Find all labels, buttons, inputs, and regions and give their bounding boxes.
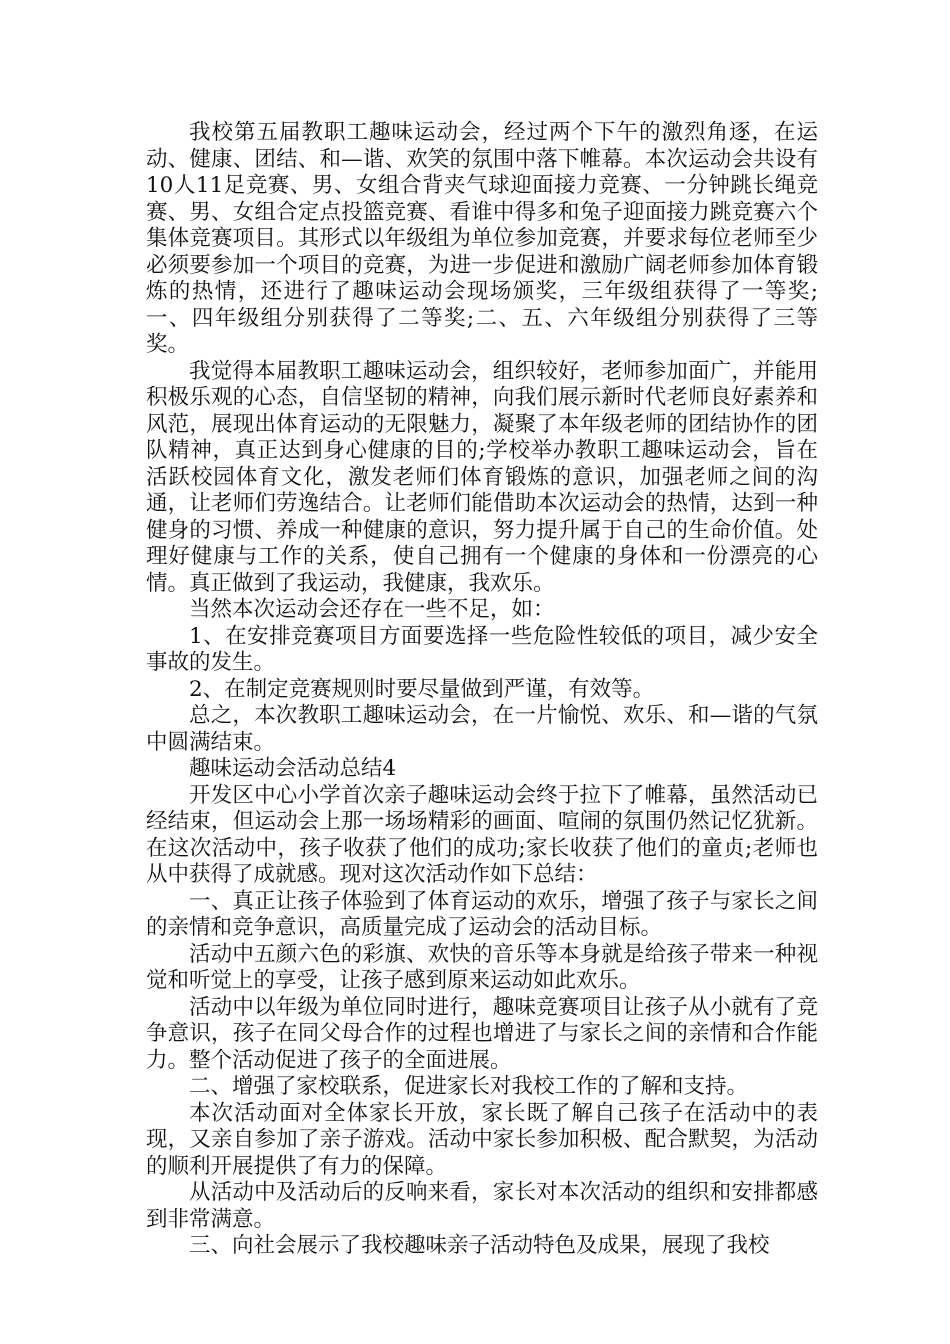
paragraph-shortcoming-2: 2、在制定竞赛规则时要尽量做到严谨，有效等。 — [189, 676, 655, 702]
paragraph-point-2-detail-a: 本次活动面对全体家长开放，家长既了解自己孩子在活动中的表现，又亲自参加了亲子游戏。活动中家长参加积极、配合默契，为活动的顺利开展提供了有力的保障。 — [146, 1100, 818, 1179]
paragraph-point-1-detail-a: 活动中五颜六色的彩旗、欢快的音乐等本身就是给孩子带来一种视觉和听觉上的享受，让孩子感到原来运动如此欢乐。 — [146, 941, 818, 993]
paragraph-section-intro: 开发区中心小学首次亲子趣味运动会终于拉下了帷幕，虽然活动已经结束，但运动会上那一场场精彩的画面、喧闹的氛围仍然记忆犹新。在这次活动中，孩子收获了他们的成功;家长收获了他们的童贞;老师也从中获得了成就感。现对这次活动作如下总结： — [146, 782, 818, 887]
paragraph-shortcoming-1: 1、在安排竞赛项目方面要选择一些危险性较低的项目，减少安全事故的发生。 — [146, 623, 818, 675]
paragraph-point-3: 三、向社会展示了我校趣味亲子活动特色及成果，展现了我校 — [189, 1233, 770, 1258]
document-body — [146, 120, 818, 1260]
paragraph-games-overview: 我校第五届教职工趣味运动会，经过两个下午的激烈角逐，在运动、健康、团结、和—谐、欢笑的氛围中落下帷幕。本次运动会共设有10人11足竞赛、男、女组合背夹气球迎面接力竞赛、一分钟跳长绳竞赛、男、女组合定点投篮竞赛、看谁中得多和兔子迎面接力跳竞赛六个集体竞赛项目。其形式以年级组为单位参加竞赛，并要求每位老师至少必须要参加一个项目的竞赛，为进一步促进和激励广阔老师参加体育锻炼的热情，还进行了趣味运动会现场颁奖，三年级组获得了一等奖;一、四年级组分别获得了二等奖;二、五、六年级组分别获得了三等奖。 — [146, 120, 818, 357]
paragraph-reflection: 我觉得本届教职工趣味运动会，组织较好，老师参加面广，并能用积极乐观的心态，自信坚韧的精神，向我们展示新时代老师良好素养和风范，展现出体育运动的无限魅力，凝聚了本年级老师的团结协作的团队精神，真正达到身心健康的目的;学校举办教职工趣味运动会，旨在活跃校园体育文化，激发老师们体育锻炼的意识，加强老师之间的沟通，让老师们劳逸结合。让老师们能借助本次运动会的热情，达到一种健身的习惯、养成一种健康的意识，努力提升属于自己的生命价值。处理好健康与工作的关系，使自己拥有一个健康的身体和一份漂亮的心情。真正做到了我运动，我健康，我欢乐。 — [146, 358, 818, 596]
paragraph-point-2: 二、增强了家校联系，促进家长对我校工作的了解和支持。 — [189, 1074, 749, 1099]
paragraph-conclusion: 总之，本次教职工趣味运动会，在一片愉悦、欢乐、和—谐的气氛中圆满结束。 — [146, 703, 818, 755]
paragraph-shortcomings-intro: 当然本次运动会还存在一些不足，如： — [189, 597, 555, 622]
paragraph-point-1-detail-b: 活动中以年级为单位同时进行，趣味竞赛项目让孩子从小就有了竞争意识，孩子在同父母合作的过程也增进了与家长之间的亲情和合作能力。整个活动促进了孩子的全面进展。 — [146, 994, 818, 1073]
paragraph-point-2-detail-b: 从活动中及活动后的反响来看，家长对本次活动的组织和安排都感到非常满意。 — [146, 1180, 818, 1232]
paragraph-point-1: 一、真正让孩子体验到了体育运动的欢乐，增强了孩子与家长之间的亲情和竞争意识，高质量完成了运动会的活动目标。 — [146, 888, 818, 940]
section-title: 趣味运动会活动总结4 — [189, 756, 397, 781]
